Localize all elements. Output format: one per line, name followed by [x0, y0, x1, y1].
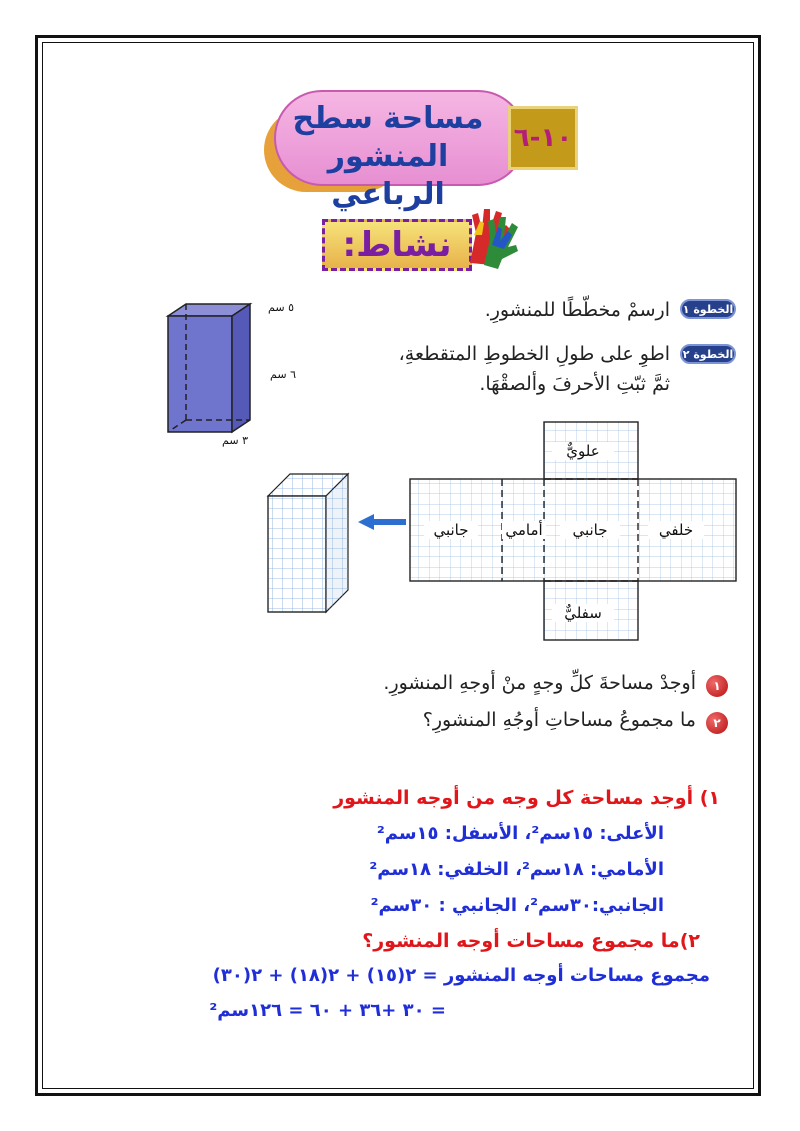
prism-side-face	[232, 304, 250, 432]
lesson-title-badge	[258, 86, 578, 212]
question-1-text: أوجدْ مساحةَ كلِّ وجهٍ منْ أوجهِ المنشورِ.	[383, 672, 696, 694]
question-2-number: ٢	[706, 712, 728, 734]
step-2-text	[330, 339, 670, 399]
activity-label: نشاط:	[322, 219, 472, 271]
answer-1-sides: الجانبي:٣٠سم²، الجانبي : ٣٠سم²	[370, 895, 664, 916]
lesson-title-line2: المنشور الرباعي	[327, 139, 449, 212]
arrow-left-icon	[358, 512, 408, 532]
answer-2-heading: ٢)ما مجموع مساحات أوجه المنشور؟	[362, 930, 700, 952]
lesson-number: ١٠-٦	[508, 106, 578, 170]
net-face-bottom: سفليٌّ	[552, 604, 614, 622]
answer-1-top-bottom: الأعلى: ١٥سم²، الأسفل: ١٥سم²	[376, 823, 664, 844]
answer-1-front-back: الأمامي: ١٨سم²، الخلفي: ١٨سم²	[369, 859, 664, 880]
lesson-title	[288, 100, 488, 214]
hands-icon	[462, 205, 522, 271]
net-face-top: علويٌّ	[552, 442, 614, 460]
step-2-badge: الخطوة ٢	[680, 344, 736, 364]
step-2-line2: ثمَّ ثبّتِ الأحرفَ وألصقْهَا.	[479, 373, 670, 395]
question-1-number: ١	[706, 675, 728, 697]
prism-dim-bottom: ٣ سم	[222, 434, 248, 447]
answer-2-sum-line1: مجموع مساحات أوجه المنشور = ٢(١٥) + ٢(١٨) + ٢(٣٠)	[212, 965, 710, 986]
lesson-title-line1: مساحة سطح	[292, 101, 484, 136]
net-face-side-right: جانبي	[560, 521, 620, 539]
step-2-line1: اطوِ على طولِ الخطوطِ المتقطعةِ،	[398, 343, 670, 365]
answer-1-heading: ١) أوجد مساحة كل وجه من أوجه المنشور	[333, 787, 720, 809]
net-face-front: أمامي	[502, 521, 546, 539]
step-1-text: ارسمْ مخطّطًا للمنشورِ.	[484, 299, 670, 321]
answer-2-sum-line2: = ٣٠ +٣٦ + ٦٠ = ١٢٦سم²	[209, 1000, 446, 1021]
step-1-badge: الخطوة ١	[680, 299, 736, 319]
activity-badge	[322, 205, 520, 275]
net-face-back: خلفي	[648, 521, 704, 539]
question-2-text: ما مجموعُ مساحاتِ أوجُهِ المنشورِ؟	[422, 709, 696, 731]
prism-dim-side: ٦ سم	[270, 368, 296, 381]
prism-front-face	[168, 316, 232, 432]
folded-cuboid-figure	[262, 468, 354, 618]
prism-dim-top: ٥ سم	[268, 301, 294, 314]
net-face-side-left: جانبي	[424, 521, 478, 539]
